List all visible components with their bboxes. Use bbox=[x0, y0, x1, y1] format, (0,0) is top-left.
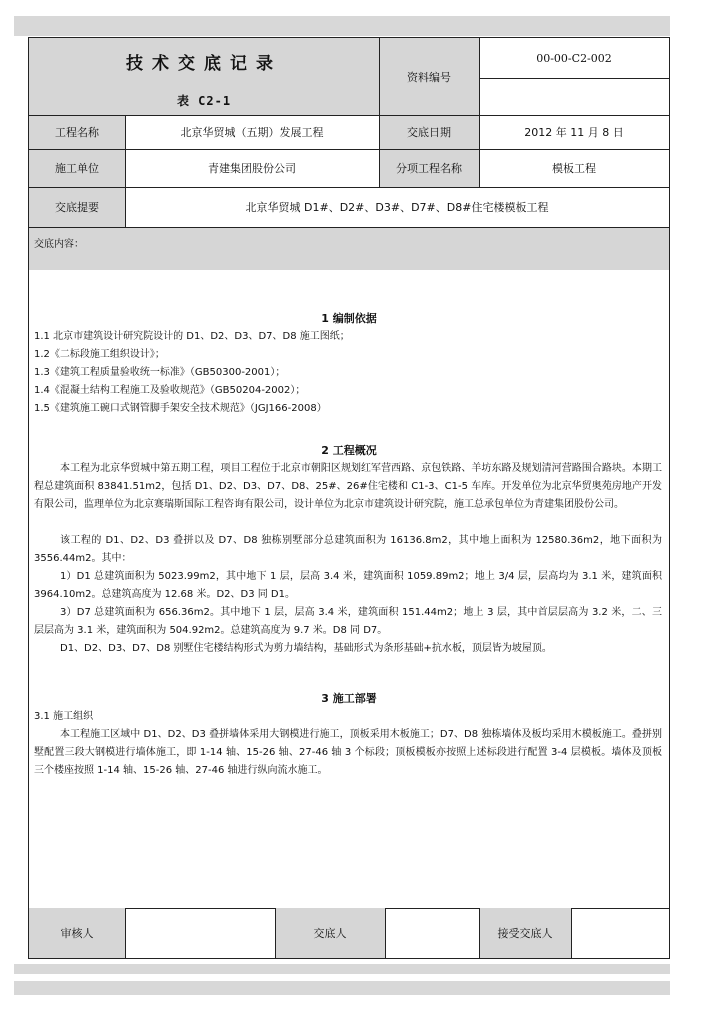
basis-item-1: 1.1 北京市建筑设计研究院设计的 D1、D2、D3、D7、D8 施工图纸； bbox=[34, 331, 350, 342]
grid-line bbox=[379, 38, 380, 187]
receiver-label: 接受交底人 bbox=[479, 908, 571, 958]
top-gray-band bbox=[14, 16, 670, 36]
doc-no-label: 资料编号 bbox=[379, 38, 479, 115]
contractor-label: 施工单位 bbox=[29, 149, 125, 187]
summary-label: 交底提要 bbox=[29, 187, 125, 227]
date-value: 2012 年 11 月 8 日 bbox=[524, 126, 624, 139]
page-title: 技术交底记录 bbox=[126, 53, 282, 74]
summary-value: 北京华贸城 D1#、D2#、D3#、D7#、D8#住宅楼模板工程 bbox=[245, 201, 549, 214]
bottom-gray-band bbox=[14, 981, 670, 995]
discloser-label: 交底人 bbox=[275, 908, 385, 958]
basis-item-3: 1.3《建筑工程质量验收统一标准》（GB50300-2001）； bbox=[34, 367, 286, 378]
content-label: 交底内容： bbox=[34, 239, 84, 250]
overview-paragraph-4: 3）D7 总建筑面积为 656.36m2。其中地下 1 层，层高 3.4 米，建筑面积 151.44m2；地上 3 层，其中首层层高为 3.2 米，二、三层层高为 3.1 米，建筑面积为 504.92m2。总建筑高度为 9.7 米。D8 同 D7。 bbox=[34, 607, 662, 636]
project-name-label: 工程名称 bbox=[29, 115, 125, 149]
overview-paragraph-1: 本工程为北京华贸城中第五期工程，项目工程位于北京市朝阳区规划红军营西路、京包铁路、羊坊东路及规划清河营路围合路块。本期工程总建筑面积 83841.51m2，包括 D1、D2、D3、D7、D8、25#、26#住宅楼和 C1-3、C1-5 车库。开发单位为北京华贸奥苑房地产开发有限公司，监理单位为北京赛瑞斯国际工程咨询有限公司，设计单位为北京市建筑设计研究院，施工总承包单位为青建集团股份公司。 bbox=[34, 463, 662, 510]
grid-line bbox=[479, 908, 480, 958]
section3-heading: 3 施工部署 bbox=[321, 692, 377, 705]
project-name-value: 北京华贸城（五期）发展工程 bbox=[180, 126, 324, 139]
overview-paragraph-2: 该工程的 D1、D2、D3 叠拼以及 D7、D8 独栋别墅部分总建筑面积为 16136.8m2，其中地上面积为 12580.36m2，地下面积为 3556.44m2。其中： bbox=[34, 535, 662, 564]
receiver-signature-field[interactable] bbox=[571, 908, 669, 958]
section3-subheading: 3.1 施工组织 bbox=[34, 711, 94, 722]
grid-line bbox=[385, 908, 386, 958]
section2-heading: 2 工程概况 bbox=[321, 444, 377, 457]
deployment-paragraph: 本工程施工区域中 D1、D2、D3 叠拼墙体采用大钢模进行施工，顶板采用木板施工；D7、D8 独栋墙体及板均采用木模板施工。叠拼别墅配置三段大钢模进行墙体施工，即 1-14 轴、15-26 轴、27-46 轴 3 个标段；顶板模板亦按照上述标段进行配置 3-4 层模板。墙体及顶板三个楼座按照 1-14 轴、15-26 轴、27-46 轴进行纵向流水施工。 bbox=[34, 729, 662, 776]
grid-line bbox=[125, 115, 126, 227]
section1-heading: 1 编制依据 bbox=[321, 312, 377, 325]
grid-line bbox=[125, 908, 126, 958]
title-block bbox=[29, 38, 379, 115]
subproject-label: 分项工程名称 bbox=[379, 149, 479, 187]
form-code: 表 C2-1 bbox=[176, 93, 232, 108]
date-label: 交底日期 bbox=[379, 115, 479, 149]
basis-item-5: 1.5《建筑施工碗口式钢管脚手架安全技术规范》（JGJ166-2008） bbox=[34, 403, 327, 414]
grid-line bbox=[479, 78, 669, 79]
subproject-value: 模板工程 bbox=[552, 162, 596, 175]
grid-line bbox=[275, 908, 276, 958]
basis-item-2: 1.2《二标段施工组织设计》； bbox=[34, 349, 165, 360]
grid-line bbox=[29, 227, 669, 228]
reviewer-label: 审核人 bbox=[29, 908, 125, 958]
overview-paragraph-5: D1、D2、D3、D7、D8 别墅住宅楼结构形式为剪力墙结构，基础形式为条形基础+抗水板，顶层皆为坡屋顶。 bbox=[60, 643, 552, 654]
grid-line bbox=[571, 908, 572, 958]
content-label-band bbox=[29, 227, 669, 270]
basis-item-4: 1.4《混凝土结构工程施工及验收规范》（GB50204-2002）； bbox=[34, 385, 306, 396]
discloser-signature-field[interactable] bbox=[385, 908, 479, 958]
grid-line bbox=[479, 38, 480, 187]
overview-paragraph-3: 1）D1 总建筑面积为 5023.99m2，其中地下 1 层，层高 3.4 米，建筑面积 1059.89m2；地上 3/4 层，层高均为 3.1 米，建筑面积 3964.10m2。总建筑高度为 12.68 米。D2、D3 同 D1。 bbox=[34, 571, 662, 600]
middle-gray-band bbox=[14, 964, 670, 974]
reviewer-signature-field[interactable] bbox=[125, 908, 275, 958]
contractor-value: 青建集团股份公司 bbox=[208, 162, 296, 175]
doc-no-value: 00-00-C2-002 bbox=[536, 51, 612, 65]
disclosure-record-sheet bbox=[28, 37, 670, 959]
